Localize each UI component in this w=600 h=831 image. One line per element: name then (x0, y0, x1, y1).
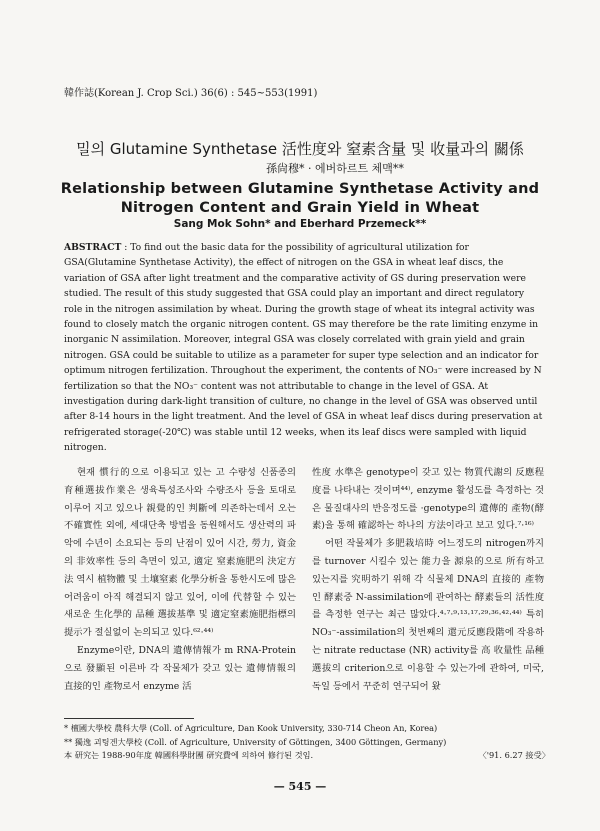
footnote-3 (64, 749, 550, 763)
korean-authors: 孫尙穆* · 에버하르트 체맥** (266, 162, 404, 175)
abstract-text: : To find out the basic data for the possibility of agricultural utilization for GSA(Glutamine Synthetase Activity), the effect of nitrogen on the GSA in wheat leaf discs, the variation of GSA after light treatment and the comparative activity of GS during preservation were studied. The result of this study suggested that GSA could play an important and direct regulatory role in the nitrogen assimilation by wheat. During the growth stage of wheat its integral activity was found to closely match the organic nitrogen content. GS may therefore be the rate limiting enzyme in inorganic N assimilation. Moreover, integral GSA was closely correlated with grain yield and grain nitrogen. GSA could be suitable to utilize as a parameter for super type selection and an indicator for optimum nitrogen fertilization. Throughout the experiment, the contents of NO₃⁻ were increased by N fertilization so that the NO₃⁻ content was not attributable to change in the level of GSA. At investigation during dark-light transition of culture, no change in the level of GSA was observed until after 8-14 hours in the light treatment. And the level of GSA in wheat leaf discs during preservation at refrigerated storage(-20℃) was stable until 12 weeks, when its leaf discs were sampled with liquid nitrogen. (64, 242, 543, 454)
abstract-label: ABSTRACT (64, 242, 122, 253)
body-paragraph: 性度 水準은 genotype이 갖고 있는 物質代謝의 反應程度를 나타내는 것이며⁴⁴⁾, enzyme 활성도를 측정하는 것은 물질대사의 반응정도를 ·genotype의 遺傳的 產物(酵素)을 통해 確認하는 하나의 方法이라고 보고 있다.⁷·¹⁶⁾ (312, 467, 544, 532)
english-authors: Sang Mok Sohn* and Eberhard Przemeck** (173, 218, 427, 230)
korean-title: 밀의 Glutamine Synthetase 活性度와 窒素含量 및 收量과의 關係 (76, 140, 524, 158)
body-paragraph: Enzyme이란, DNA의 遺傳情報가 m RNA-Protein으로 發顯된 이른바 각 작물체가 갖고 있는 遺傳情報의 直接的인 產物로서 enzyme 活 (64, 644, 296, 692)
body-column-right (312, 464, 544, 695)
abstract (64, 240, 544, 456)
english-title-line-1: Relationship between Glutamine Synthetase Activity and (60, 181, 540, 197)
body-paragraph: 어떤 작물체가 多肥栽培時 어느정도의 nitrogen까지를 turnover 시킬수 있는 能力을 源泉的으로 所有하고 있는지를 究明하기 위해 각 식물체 DNA의 直接的 產物인 酵素중 N-assimilation에 관여하는 酵素들의 活性度를 측정한 연구는 최근 많았다.⁴·⁷·⁹·¹³·¹⁷·²⁹·³⁶·⁴²·⁴⁴⁾ 특히 NO₃⁻-assimilation의 첫번째의 還元反應段階에 작용하는 nitrate reductase (NR) activity를 高 收量性 品種選拔의 criterion으로 이용할 수 있는가에 관하여, 미국, 독일 등에서 꾸준히 연구되어 왔 (312, 538, 544, 692)
footnote-1: * 檀國大學校 農科大學 (Coll. of Agriculture, Dan Kook University, 330-714 Cheon An, Korea) (64, 723, 438, 733)
funding-note: 本 研究는 1988-90年度 韓國科學財團 研究費에 의하여 修行된 것임. (64, 750, 314, 760)
footnote-divider (64, 718, 194, 719)
journal-citation: 韓作誌(Korean J. Crop Sci.) 36(6) : 545~553(1991) (64, 88, 318, 99)
body-column-left (64, 464, 296, 695)
english-title-line-2: Nitrogen Content and Grain Yield in Wheat (120, 200, 480, 216)
received-date: 〈'91. 6.27 接受〉 (478, 750, 550, 760)
english-title (0, 180, 600, 218)
footnotes (64, 722, 550, 763)
footnote-2: ** 獨逸 괴팅겐大學校 (Coll. of Agriculture, University of Göttingen, 3400 Göttingen, Germany) (64, 736, 447, 747)
body-paragraph: 현재 慣行的으로 이용되고 있는 고 수량성 신품종의 育種選拔作業은 생육특성조사와 수량조사 등을 토대로 이루어 지고 있으나 親覺的인 判斷에 의존하는데서 오는 不確實性 외에, 세대단축 방법을 동원해서도 생산력의 파악에 수년이 소요되는 등의 난점이 있어 시간, 勞力, 資金의 非效率性 등의 측면이 있고, 適定 窒素施肥의 決定方法 역시 植物體 및 土壤窒素 化學分析을 통한시도에 많은 어려움이 아직 해결되지 않고 있어, 이에 代替할 수 있는 새로운 生化學的 品種 選拔基準 및 適定窒素施肥指標의 提示가 절실없이 논의되고 있다.⁶²·⁴⁴⁾ (64, 467, 296, 639)
page-number: — 545 — (273, 780, 327, 793)
